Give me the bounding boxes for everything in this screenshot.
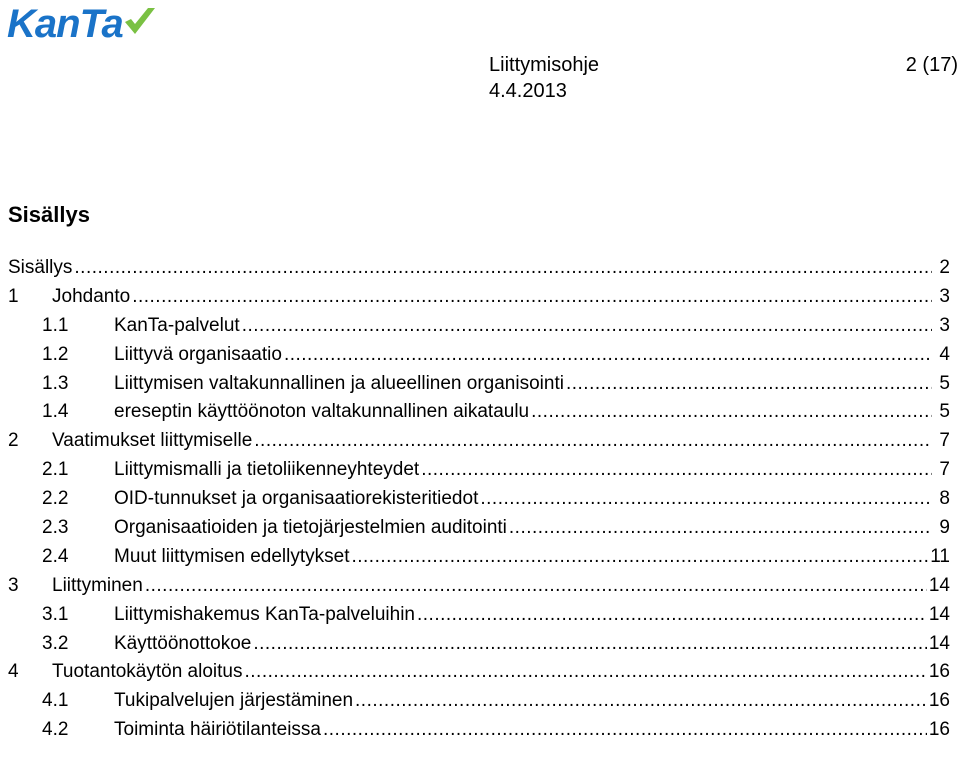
toc-entry-page: 16 xyxy=(928,661,950,683)
toc-entry-number: 4 xyxy=(8,661,19,683)
toc-entry-title: Johdanto xyxy=(52,285,131,307)
toc-entry-page: 14 xyxy=(928,603,950,625)
toc-entry-number: 2.2 xyxy=(42,488,69,510)
toc-entry-title: OID-tunnukset ja organisaatiorekisteritiedot xyxy=(114,488,479,510)
toc-entry-title: ereseptin käyttöönoton valtakunnallinen aikataulu xyxy=(114,401,530,423)
toc-entry-page: 3 xyxy=(939,285,950,307)
toc-entry-title: Käyttöönottokoe xyxy=(114,632,252,654)
toc-entry[interactable] xyxy=(8,690,950,719)
toc-entry-title: Vaatimukset liittymiselle xyxy=(52,430,253,452)
toc-entry[interactable] xyxy=(8,344,950,373)
toc-leader-dots xyxy=(254,430,932,452)
toc-entry-page: 8 xyxy=(939,488,950,510)
toc-leader-dots xyxy=(480,488,932,510)
toc-leader-dots xyxy=(242,315,932,337)
logo-text: KanTa xyxy=(7,2,123,44)
toc-entry[interactable] xyxy=(8,604,950,633)
toc-entry[interactable] xyxy=(8,661,950,690)
toc-entry-number: 1.3 xyxy=(42,372,69,394)
toc-entry[interactable] xyxy=(8,286,950,315)
toc-entry-page: 9 xyxy=(939,517,950,539)
toc-entry-page: 16 xyxy=(928,690,950,712)
toc-entry-page: 2 xyxy=(939,257,950,278)
toc-leader-dots xyxy=(253,633,927,655)
toc-entry-title: Liittymisen valtakunnallinen ja alueellinen organisointi xyxy=(114,372,564,394)
document-title: Liittymisohje xyxy=(489,54,600,76)
toc-entry-title: Liittymismalli ja tietoliikenneyhteydet xyxy=(114,459,420,481)
toc-entry-page: 5 xyxy=(939,372,950,394)
toc-leader-dots xyxy=(284,344,932,366)
toc-entry-title: Tukipalvelujen järjestäminen xyxy=(114,690,354,712)
toc-entry-number: 3.2 xyxy=(42,632,69,654)
toc-leader-dots xyxy=(417,604,927,626)
page-number: 2 (17) xyxy=(905,54,958,76)
toc-entry-number: 3.1 xyxy=(42,603,69,625)
toc-leader-dots xyxy=(74,257,932,279)
toc-entry-page: 7 xyxy=(939,459,950,481)
toc-entry-number: 3 xyxy=(8,574,19,596)
toc-entry[interactable] xyxy=(8,430,950,459)
toc-entry-number: 1.1 xyxy=(42,314,69,336)
toc-entry-number: 1.4 xyxy=(42,401,69,423)
toc-entry-title: Muut liittymisen edellytykset xyxy=(114,545,350,567)
toc-entry-page: 7 xyxy=(939,430,950,452)
toc-leader-dots xyxy=(421,459,932,481)
toc-leader-dots xyxy=(323,719,927,741)
toc-heading: Sisällys xyxy=(8,202,90,227)
document-date: 4.4.2013 xyxy=(489,80,567,102)
toc-entry-number: 2.1 xyxy=(42,459,69,481)
toc-entry-page: 4 xyxy=(939,343,950,365)
toc-entry-number: 4.1 xyxy=(42,690,69,712)
toc-entry[interactable] xyxy=(8,719,950,748)
toc-entry-title: Organisaatioiden ja tietojärjestelmien auditointi xyxy=(114,517,507,539)
toc-entry-page: 3 xyxy=(939,314,950,336)
toc-entry-title: Liittyvä organisaatio xyxy=(114,343,282,365)
toc-entry[interactable] xyxy=(8,373,950,402)
toc-leader-dots xyxy=(351,546,928,568)
toc-entry-page: 16 xyxy=(928,719,950,741)
toc-entry[interactable] xyxy=(8,546,950,575)
toc-entry[interactable] xyxy=(8,633,950,662)
toc-entry[interactable] xyxy=(8,459,950,488)
toc-leader-dots xyxy=(531,401,932,423)
toc-entry[interactable] xyxy=(8,401,950,430)
kanta-logo xyxy=(7,2,157,44)
logo-checkmark-icon xyxy=(125,8,155,34)
toc-entry[interactable] xyxy=(8,575,950,604)
toc-leader-dots xyxy=(132,286,932,308)
toc-entry-page: 14 xyxy=(928,632,950,654)
toc-entry[interactable] xyxy=(8,315,950,344)
toc-entry-title: Toiminta häiriötilanteissa xyxy=(114,719,321,741)
toc-entry-title: Liittymishakemus KanTa-palveluihin xyxy=(114,603,415,625)
toc-leader-dots xyxy=(244,661,926,683)
toc-entry-title: Sisällys xyxy=(8,257,73,278)
toc-entry[interactable] xyxy=(8,488,950,517)
toc-leader-dots xyxy=(145,575,927,597)
toc-entry-page: 14 xyxy=(928,574,950,596)
toc-entry-page: 11 xyxy=(930,545,950,567)
toc-entry[interactable] xyxy=(8,257,950,286)
toc-entry-number: 4.2 xyxy=(42,719,69,741)
toc-entry-title: Tuotantokäytön aloitus xyxy=(52,661,243,683)
toc-entry-number: 2.4 xyxy=(42,545,69,567)
toc-entry-number: 1 xyxy=(8,285,19,307)
toc-entry-title: Liittyminen xyxy=(52,574,143,596)
toc-entry-number: 2.3 xyxy=(42,517,69,539)
toc-entry[interactable] xyxy=(8,517,950,546)
toc-leader-dots xyxy=(509,517,932,539)
table-of-contents xyxy=(8,257,950,748)
toc-entry-page: 5 xyxy=(939,401,950,423)
toc-entry-number: 1.2 xyxy=(42,343,69,365)
toc-entry-number: 2 xyxy=(8,430,19,452)
toc-leader-dots xyxy=(566,373,932,395)
toc-entry-title: KanTa-palvelut xyxy=(114,314,240,336)
toc-leader-dots xyxy=(355,690,927,712)
